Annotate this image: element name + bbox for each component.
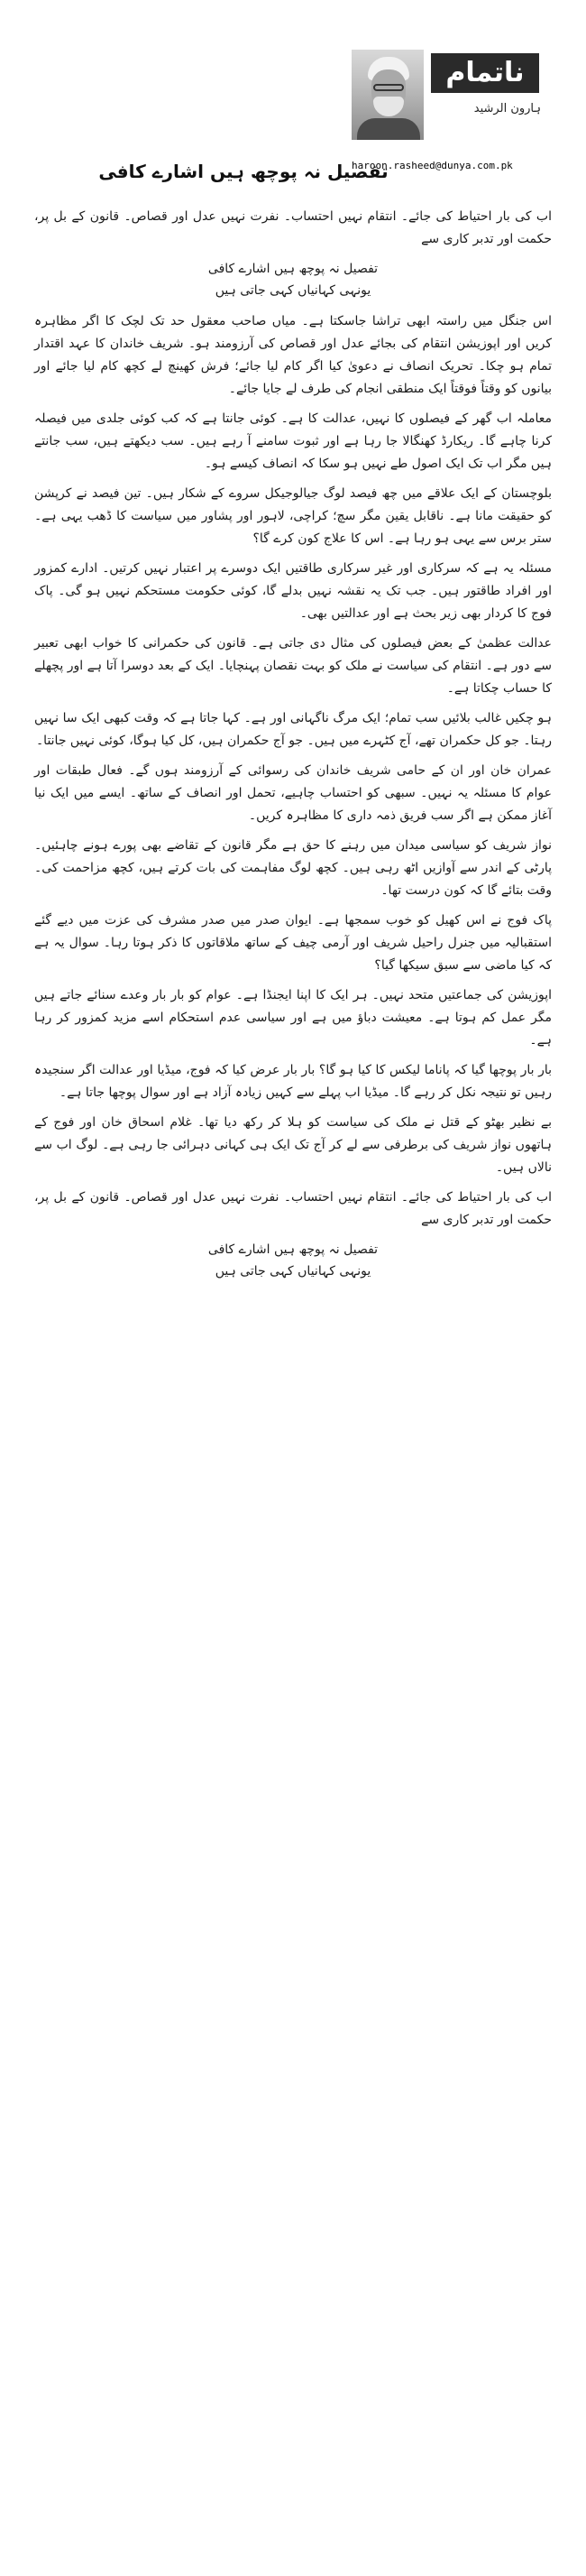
body-paragraph: بار بار پوچھا گیا کہ پاناما لیکس کا کیا ہو گا؟ بار بار عرض کیا کہ فوج، میڈیا اور عدالت اگر سنجیدہ رہیں تو نتیجہ نکل کر رہے گا۔ میڈیا اب پہلے سے کہیں زیادہ آزاد ہے اور سوال پوچھا جاتا ہے۔ — [34, 1063, 552, 1100]
verse-line: تفصیل نہ پوچھ ہیں اشارے کافی — [207, 1242, 379, 1257]
body-paragraph: نواز شریف کو سیاسی میدان میں رہنے کا حق ہے مگر قانون کے تقاضے بھی پورے ہونے چاہئیں۔ پارٹی کے اندر سے آوازیں اٹھ رہی ہیں۔ کچھ لوگ مفاہمت کی بات کرتے ہیں، کچھ مزاحمت کی۔ وقت بتائے گا کہ کون درست تھا۔ — [34, 838, 552, 898]
lead-paragraph: اب کی بار احتیاط کی جائے۔ انتقام نہیں احتساب۔ نفرت نہیں عدل اور قصاص۔ قانون کے بل پر، حکمت اور تدبر کاری سے — [34, 209, 552, 246]
author-photo — [352, 50, 424, 140]
article-headline: تفصیل نہ پوچھ ہیں اشارے کافی — [98, 161, 389, 182]
body-paragraph: بلوچستان کے ایک علاقے میں چھ فیصد لوگ جیالوجیکل سروے کے شکار ہیں۔ تین فیصد نے کرپشن کو حقیقت مانا ہے۔ ناقابل یقین مگر سچ؛ کراچی، لاہور اور پشاور میں سیاست کا ڈھب یہی ہے۔ ستر برس سے یہی ہو رہا ہے۔ اس کا علاج کون کرے گا؟ — [34, 486, 552, 546]
body-paragraph: اپوزیشن کی جماعتیں متحد نہیں۔ ہر ایک کا اپنا ایجنڈا ہے۔ عوام کو بار بار وعدے سنائے جاتے ہیں مگر عمل کم ہوتا ہے۔ معیشت دباؤ میں ہے اور سیاسی عدم استحکام اسے مزید کمزور کر رہا ہے۔ — [34, 988, 552, 1048]
verse-line: تفصیل نہ پوچھ ہیں اشارے کافی — [207, 262, 379, 276]
verse-line: یونہی کہانیاں کہی جاتی ہیں — [215, 283, 371, 298]
body-paragraph: عمران خان اور ان کے حامی شریف خاندان کی رسوائی کے آرزومند ہوں گے۔ فعال طبقات اور عوام کا مسئلہ یہ نہیں۔ سبھی کو احتساب چاہیے، تحمل اور انصاف کے ساتھ۔ ایسے میں ایک نیا آغاز ممکن ہے اگر سب فریق ذمہ داری کا مظاہرہ کریں۔ — [34, 763, 552, 823]
body-paragraph: مسئلہ یہ ہے کہ سرکاری اور غیر سرکاری طاقتیں ایک دوسرے پر اعتبار نہیں کرتیں۔ ادارے کمزور اور افراد طاقتور ہیں۔ جب تک یہ نقشہ نہیں بدلے گا، کوئی حکومت مستحکم نہیں ہو گی۔ پاک فوج کا کردار بھی زیر بحث ہے اور عدالتیں بھی۔ — [34, 561, 552, 621]
article-body — [34, 206, 552, 1289]
closing-verse — [34, 1239, 552, 1282]
body-paragraph: اس جنگل میں راستہ ابھی تراشا جاسکتا ہے۔ میاں صاحب معقول حد تک لچک کا اگر مظاہرہ کریں اور اپوزیشن انتقام کی بجائے عدل اور قصاص کی آرزومند ہو۔ شریف خاندان کا عہد اقتدار تمام ہو چکا۔ تحریک انصاف نے دعویٰ کیا اگر کام لیا جائے؛ فرش کھینچ لے کچھ کام لیا جائے اور بیانوں کو وقتاً فوقتاً ایک منطقی انجام کی طرف لے جایا جائے۔ — [34, 314, 552, 396]
author-email: haroon.rasheed@dunya.com.pk — [352, 160, 513, 171]
opening-verse — [34, 258, 552, 301]
body-paragraph: ہو چکیں غالب بلائیں سب تمام؛ ایک مرگ ناگہانی اور ہے۔ کہا جاتا ہے کہ وقت کبھی ایک سا نہیں رہتا۔ جو کل حکمران تھے، آج کٹہرے میں ہیں۔ جو آج حکمران ہیں، کل کیا ہوگا، کوئی نہیں جانتا۔ — [34, 711, 552, 748]
body-paragraph: عدالت عظمیٰ کے بعض فیصلوں کی مثال دی جاتی ہے۔ قانون کی حکمرانی کا خواب ابھی تعبیر سے دور ہے۔ انتقام کی سیاست نے ملک کو بہت نقصان پہنچایا۔ ایک کے بعد دوسرا آتا ہے اور پچھلے کا حساب چکاتا ہے۔ — [34, 636, 552, 696]
body-paragraph: پاک فوج نے اس کھیل کو خوب سمجھا ہے۔ ایوان صدر میں صدر مشرف کی عزت میں دیے گئے استقبالیہ میں جنرل راحیل شریف اور آرمی چیف کے ساتھ ملاقاتوں کا ذکر ہوتا رہا۔ سوال یہ ہے کہ کیا ماضی سے سبق سیکھا گیا؟ — [34, 913, 552, 973]
body-paragraph: بے نظیر بھٹو کے قتل نے ملک کی سیاست کو ہلا کر رکھ دیا تھا۔ غلام اسحاق خان اور فوج کے ہاتھوں نواز شریف کی برطرفی سے لے کر آج تک ایک ہی کہانی دہرائی جا رہی ہے۔ لوگ اب سے نالاں ہیں۔ — [34, 1115, 552, 1175]
body-paragraph: معاملہ اب گھر کے فیصلوں کا نہیں، عدالت کا ہے۔ کوئی جانتا ہے کہ کب کوئی جلدی میں فیصلہ کرنا چاہے گا۔ ریکارڈ کھنگالا جا رہا ہے اور ثبوت سامنے آ رہے ہیں۔ سب دیکھتے ہیں، سب جانتے ہیں مگر اب تک ایک اصول طے نہیں ہو سکا کہ انصاف کیسے ہو۔ — [34, 411, 552, 471]
column-title: ناتمام — [431, 53, 539, 93]
verse-line: یونہی کہانیاں کہی جاتی ہیں — [215, 1264, 371, 1279]
author-name: ہارون الرشید — [473, 102, 541, 115]
closing-paragraph: اب کی بار احتیاط کی جائے۔ انتقام نہیں احتساب۔ نفرت نہیں عدل اور قصاص۔ قانون کے بل پر، حکمت اور تدبر کاری سے — [34, 1190, 552, 1227]
